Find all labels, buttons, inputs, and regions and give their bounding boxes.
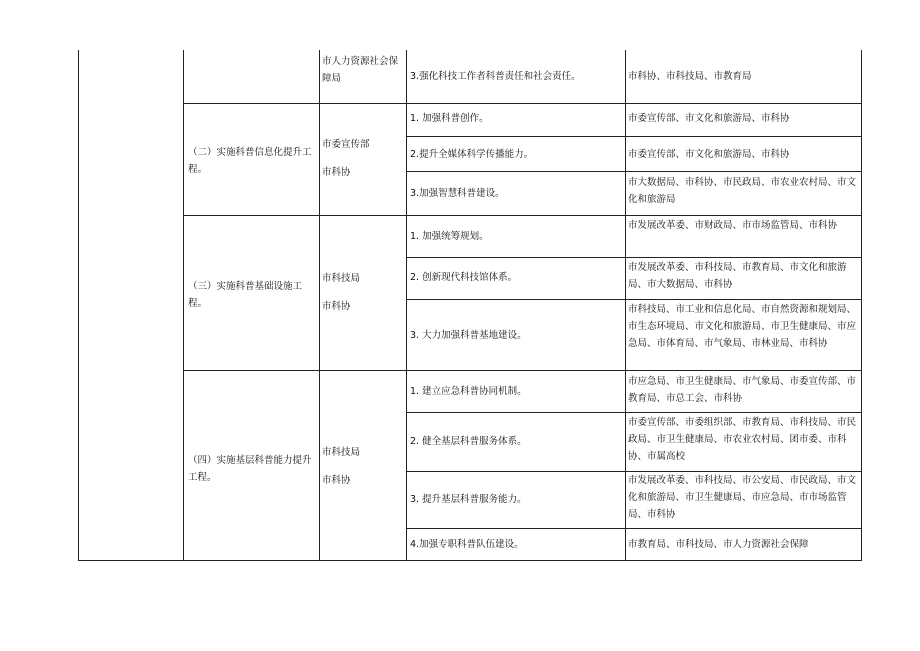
column-divider-1	[183, 50, 184, 560]
group-divider	[183, 103, 862, 104]
participating-units: 市委宣传部、市委组织部、市教育局、市科技局、市民政局、市卫生健康局、市农业农村局、团市委、市科协、市属高校	[628, 417, 857, 462]
task-text: 4.加强专职科普队伍建设。	[410, 539, 524, 550]
task-text: 3. 大力加强科普基地建设。	[410, 330, 527, 341]
column-divider-4	[625, 50, 626, 560]
responsible-dept: 市委宣传部	[322, 139, 370, 150]
task-text: 3. 提升基层科普服务能力。	[410, 494, 527, 505]
task-text: 2. 健全基层科普服务体系。	[410, 436, 527, 447]
row-divider	[406, 257, 862, 258]
responsible-dept: 市科技局	[322, 447, 361, 458]
group-divider	[183, 370, 862, 371]
project-title: （四）实施基层科普能力提升工程。	[188, 455, 312, 483]
table-border-left	[78, 50, 79, 560]
participating-units: 市科技局、市工业和信息化局、市自然资源和规划局、市生态环境局、市文化和旅游局、市卫生健康局、市应急局、市体育局、市气象局、市林业局、市科协	[628, 304, 857, 349]
task-text: 1. 建立应急科普协同机制。	[410, 386, 527, 397]
responsible-dept: 市科协	[322, 301, 351, 312]
responsible-dept: 市科技局	[322, 273, 361, 284]
responsible-dept: 市人力资源社会保障局	[322, 56, 399, 84]
participating-units: 市发展改革委、市科技局、市教育局、市文化和旅游局、市大数据局、市科协	[628, 262, 847, 290]
participating-units: 市科协、市科技局、市教育局	[628, 71, 752, 82]
row-divider	[406, 136, 862, 137]
participating-units: 市委宣传部、市文化和旅游局、市科协	[628, 149, 790, 160]
row-divider	[406, 412, 862, 413]
task-text: 3.加强智慧科普建设。	[410, 188, 505, 199]
task-text: 2. 创新现代科技馆体系。	[410, 272, 518, 283]
row-divider	[406, 528, 862, 529]
responsible-dept: 市科协	[322, 475, 351, 486]
participating-units: 市委宣传部、市文化和旅游局、市科协	[628, 113, 790, 124]
task-text: 1. 加强统筹规划。	[410, 231, 489, 242]
participating-units: 市发展改革委、市科技局、市公安局、市民政局、市文化和旅游局、市卫生健康局、市应急局、市市场监管局、市科协	[628, 475, 857, 520]
participating-units: 市应急局、市卫生健康局、市气象局、市委宣传部、市教育局、市总工会、市科协	[628, 376, 857, 404]
column-divider-3	[406, 50, 407, 560]
task-text: 3.强化科技工作者科普责任和社会责任。	[410, 71, 581, 82]
project-title: （二）实施科普信息化提升工程。	[188, 147, 312, 175]
task-text: 2.提升全媒体科学传播能力。	[410, 149, 534, 160]
task-text: 1. 加强科普创作。	[410, 113, 489, 124]
table-border-bottom	[78, 560, 862, 561]
project-title: （三）实施科普基础设施工程。	[188, 281, 303, 309]
participating-units: 市大数据局、市科协、市民政局、市农业农村局、市文化和旅游局	[628, 177, 857, 205]
group-divider	[183, 215, 862, 216]
table-border-right	[861, 50, 862, 560]
row-divider	[406, 171, 862, 172]
participating-units: 市发展改革委、市财政局、市市场监管局、市科协	[628, 220, 838, 231]
responsible-dept: 市科协	[322, 167, 351, 178]
row-divider	[406, 299, 862, 300]
participating-units: 市教育局、市科技局、市人力资源社会保障	[628, 539, 809, 550]
